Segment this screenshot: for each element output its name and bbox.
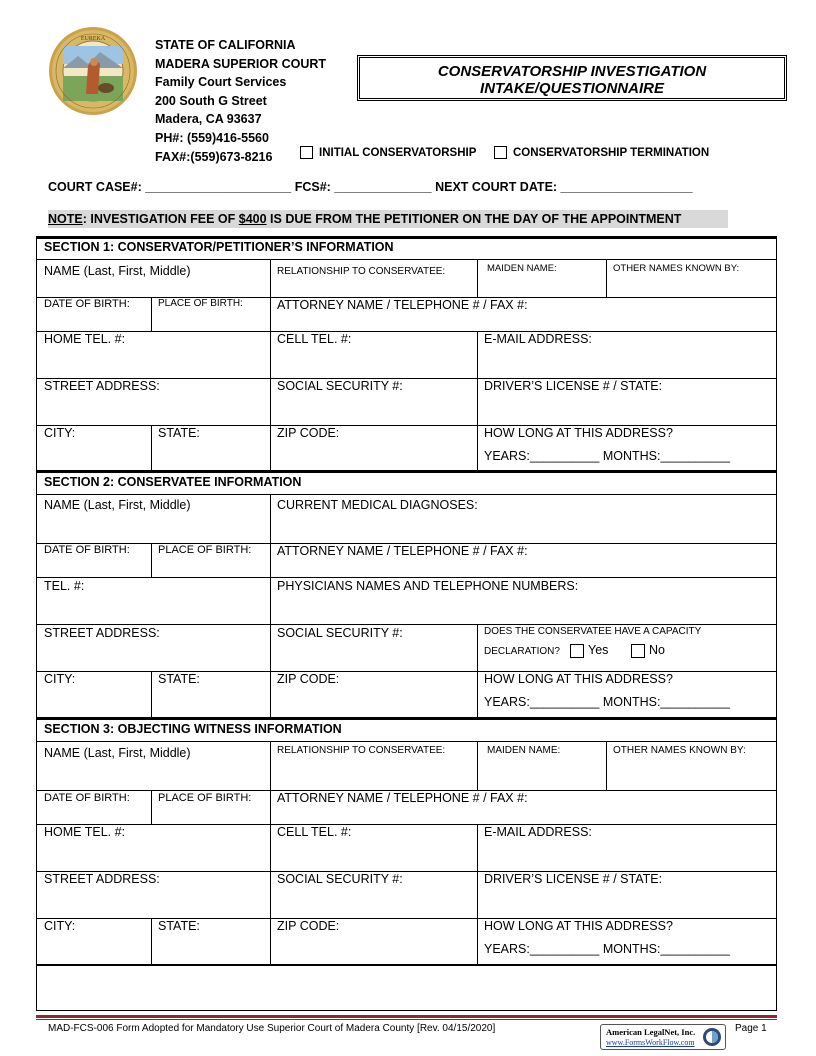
s2-attorney-field[interactable]: ATTORNEY NAME / TELEPHONE # / FAX #: (277, 544, 528, 558)
s3-attorney-field[interactable]: ATTORNEY NAME / TELEPHONE # / FAX #: (277, 791, 528, 805)
col-divider (270, 378, 271, 425)
fee-note (48, 210, 728, 228)
col-divider (270, 671, 271, 717)
s1-dob-field[interactable]: DATE OF BIRTH: (44, 298, 130, 310)
note-label: NOTE (48, 212, 83, 226)
form-footer-text: MAD-FCS-006 Form Adopted for Mandatory Use Superior Court of Madera County [Rev. 04/15/2020] (48, 1023, 496, 1034)
col-divider (477, 378, 478, 425)
col-divider (270, 259, 271, 297)
american-legalnet-logo (600, 1024, 726, 1050)
s1-ssn-field[interactable]: SOCIAL SECURITY #: (277, 379, 403, 393)
capacity-question-line-1: DOES THE CONSERVATEE HAVE A CAPACITY (484, 626, 702, 637)
col-divider (270, 918, 271, 964)
row-divider (37, 624, 776, 625)
section-2-title: SECTION 2: CONSERVATEE INFORMATION (44, 475, 302, 489)
row-divider (37, 741, 776, 742)
form-title-line-2: INTAKE/QUESTIONNAIRE (480, 80, 664, 97)
col-divider (606, 741, 607, 790)
s2-zip-field[interactable]: ZIP CODE: (277, 672, 340, 686)
section-1-title: SECTION 1: CONSERVATOR/PETITIONER’S INFORMATION (44, 240, 394, 254)
note-text-end: IS DUE FROM THE PETITIONER ON THE DAY OF THE APPOINTMENT (266, 212, 682, 226)
s3-how-long-label: HOW LONG AT THIS ADDRESS? (484, 919, 673, 933)
row-divider (37, 259, 776, 260)
s3-pob-field[interactable]: PLACE OF BIRTH: (158, 792, 252, 804)
s1-zip-field[interactable]: ZIP CODE: (277, 426, 340, 440)
col-divider (270, 824, 271, 871)
s2-diagnoses-field[interactable]: CURRENT MEDICAL DIAGNOSES: (277, 498, 478, 512)
note-fee: $400 (238, 212, 267, 226)
s3-state-field[interactable]: STATE: (158, 919, 200, 933)
footer-rule (36, 1019, 777, 1020)
col-divider (270, 741, 271, 790)
col-divider (151, 543, 152, 577)
section-divider (37, 470, 776, 473)
section-divider (37, 717, 776, 720)
col-divider (477, 871, 478, 918)
s2-years-months-field[interactable]: YEARS:__________ MONTHS:__________ (484, 695, 730, 709)
col-divider (151, 671, 152, 717)
intake-form (36, 236, 777, 1011)
col-divider (270, 331, 271, 378)
globe-icon (702, 1027, 722, 1047)
court-line: MADERA SUPERIOR COURT (155, 56, 327, 71)
initial-conservatorship-label: INITIAL CONSERVATORSHIP (319, 146, 477, 159)
capacity-no-label: No (649, 643, 665, 657)
s3-other-names-field[interactable]: OTHER NAMES KNOWN BY: (613, 745, 746, 756)
s3-dob-field[interactable]: DATE OF BIRTH: (44, 792, 130, 804)
s2-dob-field[interactable]: DATE OF BIRTH: (44, 544, 130, 556)
s1-name-field[interactable]: NAME (Last, First, Middle) (44, 264, 191, 278)
s1-home-tel-field[interactable]: HOME TEL. #: (44, 332, 126, 346)
s1-cell-tel-field[interactable]: CELL TEL. #: (277, 332, 352, 346)
form-title (357, 55, 787, 101)
row-divider (37, 824, 776, 825)
page-number: Page 1 (735, 1023, 767, 1034)
col-divider (477, 259, 478, 297)
svg-text:EUREKA: EUREKA (80, 36, 106, 42)
s3-street-field[interactable]: STREET ADDRESS: (44, 872, 160, 886)
col-divider (270, 624, 271, 671)
s1-maiden-name-field[interactable]: MAIDEN NAME: (487, 263, 557, 274)
s2-ssn-field[interactable]: SOCIAL SECURITY #: (277, 626, 403, 640)
s3-email-field[interactable]: E-MAIL ADDRESS: (484, 825, 592, 839)
court-line: 200 South G Street (155, 93, 267, 108)
s3-home-tel-field[interactable]: HOME TEL. #: (44, 825, 126, 839)
col-divider (270, 871, 271, 918)
footer-rule (36, 1015, 777, 1018)
court-line: FAX#:(559)673-8216 (155, 149, 273, 164)
initial-conservatorship-checkbox[interactable] (300, 146, 313, 159)
col-divider (270, 297, 271, 331)
s2-tel-field[interactable]: TEL. #: (44, 579, 85, 593)
court-line: Madera, CA 93637 (155, 112, 262, 127)
logo-name: American LegalNet, Inc. (606, 1027, 696, 1037)
s2-name-field[interactable]: NAME (Last, First, Middle) (44, 498, 191, 512)
row-divider (37, 494, 776, 495)
col-divider (477, 624, 478, 671)
s1-pob-field[interactable]: PLACE OF BIRTH: (158, 298, 243, 309)
s1-years-months-field[interactable]: YEARS:__________ MONTHS:__________ (484, 449, 730, 463)
s2-how-long-label: HOW LONG AT THIS ADDRESS? (484, 672, 673, 686)
capacity-yes-label: Yes (588, 643, 609, 657)
form-title-line-1: CONSERVATORSHIP INVESTIGATION (437, 63, 707, 80)
note-text: : INVESTIGATION FEE OF (82, 212, 239, 226)
col-divider (477, 918, 478, 964)
s3-cell-tel-field[interactable]: CELL TEL. #: (277, 825, 352, 839)
s1-street-field[interactable]: STREET ADDRESS: (44, 379, 160, 393)
col-divider (151, 297, 152, 331)
conservatorship-termination-label: CONSERVATORSHIP TERMINATION (513, 146, 710, 159)
col-divider (477, 331, 478, 378)
section-3-title: SECTION 3: OBJECTING WITNESS INFORMATION (44, 722, 342, 736)
s2-city-field[interactable]: CITY: (44, 672, 76, 686)
s1-city-field[interactable]: CITY: (44, 426, 76, 440)
s3-city-field[interactable]: CITY: (44, 919, 76, 933)
initial-conservatorship-option[interactable] (300, 146, 476, 159)
row-divider (37, 577, 776, 578)
capacity-no-checkbox[interactable] (631, 644, 645, 658)
court-line: Family Court Services (155, 75, 287, 90)
s3-years-months-field[interactable]: YEARS:__________ MONTHS:__________ (484, 942, 730, 956)
s3-ssn-field[interactable]: SOCIAL SECURITY #: (277, 872, 403, 886)
col-divider (606, 259, 607, 297)
capacity-question-line-2: DECLARATION? (484, 646, 560, 657)
s1-state-field[interactable]: STATE: (158, 426, 200, 440)
s2-pob-field[interactable]: PLACE OF BIRTH: (158, 544, 252, 556)
logo-url[interactable]: www.FormsWorkFlow.com (606, 1038, 695, 1047)
col-divider (151, 790, 152, 824)
col-divider (270, 494, 271, 543)
conservatorship-termination-option[interactable] (494, 146, 709, 159)
col-divider (477, 671, 478, 717)
court-line: PH#: (559)416-5560 (155, 130, 269, 145)
col-divider (270, 790, 271, 824)
row-divider (37, 331, 776, 332)
s3-drivers-license-field[interactable]: DRIVER’S LICENSE # / STATE: (484, 872, 663, 886)
s1-drivers-license-field[interactable]: DRIVER’S LICENSE # / STATE: (484, 379, 663, 393)
s1-how-long-label: HOW LONG AT THIS ADDRESS? (484, 426, 673, 440)
s1-email-field[interactable]: E-MAIL ADDRESS: (484, 332, 592, 346)
conservatorship-termination-checkbox[interactable] (494, 146, 507, 159)
col-divider (270, 543, 271, 577)
col-divider (151, 918, 152, 964)
s3-zip-field[interactable]: ZIP CODE: (277, 919, 340, 933)
california-seal-icon (48, 26, 138, 116)
s2-physicians-field[interactable]: PHYSICIANS NAMES AND TELEPHONE NUMBERS: (277, 579, 579, 593)
col-divider (477, 741, 478, 790)
capacity-yes-checkbox[interactable] (570, 644, 584, 658)
s1-attorney-field[interactable]: ATTORNEY NAME / TELEPHONE # / FAX #: (277, 298, 528, 312)
s2-street-field[interactable]: STREET ADDRESS: (44, 626, 160, 640)
s3-name-field[interactable]: NAME (Last, First, Middle) (44, 746, 191, 760)
s3-relationship-field[interactable]: RELATIONSHIP TO CONSERVATEE: (277, 745, 446, 756)
section-divider (37, 964, 776, 966)
s3-maiden-name-field[interactable]: MAIDEN NAME: (487, 745, 561, 756)
court-line: STATE OF CALIFORNIA (155, 38, 296, 52)
section-divider (37, 236, 776, 239)
col-divider (477, 824, 478, 871)
col-divider (270, 425, 271, 470)
col-divider (270, 577, 271, 624)
col-divider (151, 425, 152, 470)
court-case-line[interactable]: COURT CASE#: _____________________ FCS#: ______________ NEXT COURT DATE: ___________________ (48, 180, 693, 194)
col-divider (477, 425, 478, 470)
s1-other-names-field[interactable]: OTHER NAMES KNOWN BY: (613, 263, 740, 274)
s2-state-field[interactable]: STATE: (158, 672, 200, 686)
s1-relationship-field[interactable]: RELATIONSHIP TO CONSERVATEE: (277, 266, 446, 277)
